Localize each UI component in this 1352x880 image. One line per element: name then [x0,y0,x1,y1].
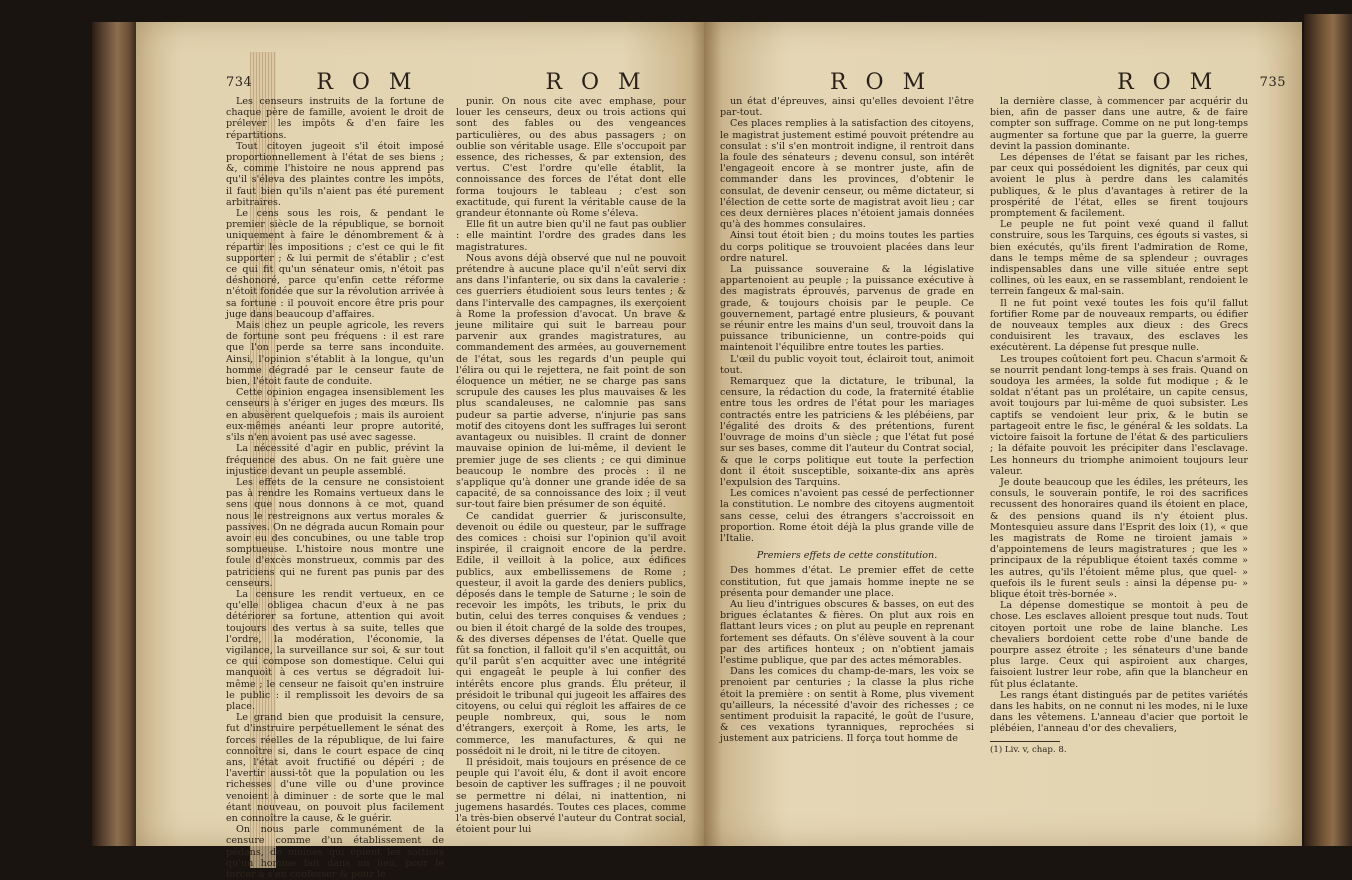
paragraph: Nous avons déjà observé que nul ne pouvoit prétendre à aucune place qu'il n'eût servi dix ans dans l'infanterie, ou six dans la cavalerie : ces guerriers étudioient sous leurs tentes ; & dans l'intervalle des campagnes, ils exerçoient à Rome la profession d'avocat. Un brave & jeune militaire qui suit le barreau pour parvenir aux grandes magistratures, au commandement des armées, au gouvernement de l'état, sous les regards d'un peuple qui l'élira ou qui le rejettera, ne fait point de son éloquence un métier, ne se charge pas sans scrupule des causes les plus mauvaises & les plus scandaleuses, ne calomnie pas sans pudeur sa partie adverse, n'injurie pas sans motif des citoyens dont les suffrages lui seront avantageux ou nuisibles. Il craint de donner mauvaise opinion de lui-même, il devient le premier juge de ses clients ; ce qui diminue beaucoup le nombre des procès : il ne s'applique qu'à donner une grande idée de sa capacité, de sa connoissance des loix ; il veut sur-tout faire bien présumer de son équité. [456,252,686,511]
right-page [704,22,1302,846]
paragraph: Elle fit un autre bien qu'il ne faut pas oublier : elle maintint l'ordre des grades dans les magistratures. [456,219,686,253]
paragraph: Les rangs étant distingués par de petites variétés dans les habits, on ne connut ni les modes, ni le luxe dans les vêtemens. L'anneau d'acier que portoit le plébéien, l'anneau d'or des chevaliers, [990,689,1248,735]
paragraph: Cette opinion engagea insensiblement les censeurs à s'ériger en juges des mœurs. Ils en abusèrent quelquefois ; mais ils auroient eux-mêmes anéanti leur propre autorité, s'ils n'en avoient pas usé avec sagesse. [226,387,444,444]
paragraph: Remarquez que la dictature, le tribunal, la censure, la rédaction du code, la fraternité établie entre tous les ordres de l'état pour les mariages contractés entre les patriciens & les plébéiens, par l'égalité des droits & des prétentions, furent l'ouvrage de moins d'un siècle ; que l'état fut posé sur ses bases, comme dit l'auteur du Contrat social, & que le corps politique eut toute la perfection dont il étoit susceptible, soixante-dix ans après l'expulsion des Tarquins. [720,376,974,488]
paragraph: Les censeurs instruits de la fortune de chaque père de famille, avoient le droit de prélever les impôts & d'en faire les répartitions. [226,96,444,141]
paragraph: Mais chez un peuple agricole, les revers de fortune sont peu fréquens : il est rare que l'on perde sa terre sans inconduite. Ainsi, l'opinion s'établit à la longue, qu'un homme dégradé par le censeur faute de bien, l'étoit faute de conduite. [226,320,444,388]
paragraph: Le cens sous les rois, & pendant le premier siècle de la république, se bornoit uniquement à faire le dénombrement & à répartir les impositions ; c'est ce qui le fit supporter ; & lui permit de s'établir ; c'est ce qui fit qu'un sénateur omis, n'étoit pas déshonoré, parce qu'enfin cette réforme n'étoit fondée que sur la révolution arrivée à sa fortune : il pouvoit encore être pris pour juge dans beaucoup d'affaires. [226,208,444,320]
footnote-rule [990,741,1060,742]
paragraph: Le grand bien que produisit la censure, fut d'instruire perpétuellement le sénat des forces réelles de la république, de lui faire connoître si, dans le court espace de cinq ans, l'état avoit fructifié ou dépéri ; de l'avertir aussi-tôt que la population ou les richesses d'une ville ou d'une province venoient à diminuer : de sorte que le mal étant nouveau, on pouvoit plus facilement en connoître la cause, & le guérir. [226,712,444,824]
paragraph: la dernière classe, à commencer par acquérir du bien, afin de passer dans une autre, & de faire compter son suffrage. Comme on ne put long-temps augmenter sa fortune que par la guerre, la guerre devint la passion dominante. [990,96,1248,152]
paragraph: Ce candidat guerrier & jurisconsulte, devenoit ou édile ou questeur, par le suffrage des comices : choisi sur l'opinion qu'il avoit inspirée, il craignoit encore de la perdre. Edile, il veilloit à la police, aux édifices publics, aux embellissemens de Rome ; questeur, il avoit la garde des deniers publics, déposés dans le temple de Saturne ; le soin de recevoir les impôts, les tributs, le prix du butin, celui des terres conquises & vendues ; ou bien il étoit chargé de la solde des troupes, & des diverses dépenses de l'état. Quelle que fût sa fonction, il falloit qu'il s'en acquittât, ou qu'il parût s'en acquitter avec une intégrité qui engageât le peuple à lui confier des intérêts encore plus grands. Élu préteur, il présidoit le tribunal qui jugeoit les affaires des citoyens, ou celui qui régloit les affaires de ce peuple nombreux, qui, sous le nom d'étrangers, exerçoit à Rome, les arts, le commerce, les manufactures, & qui ne possédoit ni le droit, ni le titre de citoyen. [456,510,686,757]
running-head: R O M [1117,69,1219,95]
paragraph: La censure les rendit vertueux, en ce qu'elle obligea chacun d'eux à ne pas détériorer sa fortune, attention qui avoit toujours des vertus à sa suite, telles que l'ordre, la modération, l'économie, la vigilance, la surveillance sur soi, & sur tout ce qui compose son domestique. Celui qui manquoit à ces vertus se dégradoit lui-même ; le censeur ne faisoit qu'en instruire le public : il remplissoit les devoirs de sa place. [226,588,444,712]
paragraph: Je doute beaucoup que les édiles, les préteurs, les consuls, le souverain pontife, le roi des sacrifices recussent des honoraires quand ils étoient en place, & des pensions quand ils n'y étoient plus. Montesquieu assure dans l'Esprit des loix (1), « que les magistrats de Rome ne tiroient jamais » d'appointemens de leurs magistratures ; que les » principaux de la république étoient taxés comme » les autres, qu'ils l'étoient même plus, que quel- » quefois ils le furent seuls : ainsi la dépense pu- » blique étoit très-bornée ». [990,476,1248,600]
paragraph: Le peuple ne fut point vexé quand il fallut construire, sous les Tarquins, ces égouts si vastes, si bien exécutés, qu'ils firent l'admiration de Rome, dans le temps même de sa splendeur ; ouvrages indispensables dans une ville située entre sept collines, où les eaux, en se rassemblant, rendoient le terrein fangeux & mal-sain. [990,219,1248,298]
paragraph: On nous parle communément de la censure comme d'un établissement de pédans, de moines qui épient les sottises qu'un homme fait dans un lieu, pour le forcer à s'en confesser & pour le [226,824,444,880]
paragraph: Ainsi tout étoit bien ; du moins toutes les parties du corps politique se trouvoient placées dans leur ordre naturel. [720,230,974,264]
book-spine [92,22,138,846]
left-page [136,22,708,880]
page-number: 734 [226,74,253,90]
paragraph: Au lieu d'intrigues obscures & basses, on eut des brigues éclatantes & fières. On plut aux rois en flattant leurs vices ; on plut au peuple en reprenant fortement ses défauts. On s'élève souvent à la cour par des artifices honteux ; on n'obtient jamais l'estime publique, que par des actes mémorables. [720,598,974,666]
text-column-1 [226,96,444,880]
paragraph: Les comices n'avoient pas cessé de perfectionner la constitution. Le nombre des citoyens augmentoit sans cesse, celui des étrangers s'accroissoit en proportion. Rome étoit déjà la plus grande ville de l'Italie. [720,488,974,544]
paragraph: L'œil du public voyoit tout, éclairoit tout, animoit tout. [720,353,974,376]
paragraph: Tout citoyen jugeoit s'il étoit imposé proportionnellement à l'état de ses biens ; &, comme l'histoire ne nous apprend pas qu'il s'éleva des plaintes contre les impôts, il faut bien qu'ils n'aient pas été purement arbitraires. [226,140,444,208]
paragraph: La dépense domestique se montoit à peu de chose. Les esclaves alloient presque tout nuds. Tout citoyen portoit une robe de laine blanche. Les chevaliers bordoient cette robe d'une bande de pourpre assez étroite ; les sénateurs d'une bande plus large. Ceux qui aspiroient aux charges, faisoient lustrer leur robe, afin que la blancheur en fût plus éclatante. [990,600,1248,690]
paragraph: Il ne fut point vexé toutes les fois qu'il fallut fortifier Rome par de nouveaux remparts, ou édifier de nouveaux temples aux dieux : des Grecs conduisirent les travaux, des esclaves les exécutèrent. La dépense fut presque nulle. [990,297,1248,354]
text-column-1 [720,96,974,828]
paragraph: Dans les comices du champ-de-mars, les voix se prenoient par centuries ; la classe la plus riche étoit la première : on sentit à Rome, plus vivement qu'ailleurs, la nécessité d'avoir des richesses ; ce sentiment produisit la rapacité, le goût de l'usure, & ces vexations tyranniques, reprochées si justement aux patriciens. Il força tout homme de [720,666,974,745]
paragraph: La nécessité d'agir en public, prévint la fréquence des abus. On ne fait guère une injustice devant un peuple assemblé. [226,443,444,477]
paragraph: Des hommes d'état. Le premier effet de cette constitution, fut que jamais homme inepte ne se présenta pour demander une place. [720,565,974,599]
running-head: R O M [316,69,418,95]
paragraph: Les troupes coûtoient fort peu. Chacun s'armoit & se nourrit pendant long-temps à ses frais. Quand on soudoya les armées, la solde fut modique ; & le soldat n'étant pas un prolétaire, un capite census, avoit toujours par lui-même de quoi subsister. Les captifs se vendoient leur prix, & le butin se partageoit entre le fisc, le général & les soldats. La victoire faisoit la fortune de l'état & des particuliers ; la défaite pouvoit les précipiter dans l'esclavage. Les honneurs du triomphe animoient toujours leur valeur. [990,353,1248,477]
footnote: (1) Liv. v, chap. 8. [990,744,1067,755]
text-column-2 [456,96,686,836]
paragraph: punir. On nous cite avec emphase, pour louer les censeurs, deux ou trois actions qui sont des fables ou des vengeances particulières, ou des abus passagers ; on oublie son véritable usage. Elle s'occupoit par essence, des richesses, & par extension, des vertus. C'est l'ordre qu'elle établit, la connoissance des forces de l'état dont elle forma toujours le tableau ; c'est son exactitude, qui furent la véritable cause de la grandeur étonnante où Rome s'éleva. [456,96,686,220]
paragraph: un état d'épreuves, ainsi qu'elles devoient l'être par-tout. [720,96,974,119]
paragraph: Ces places remplies à la satisfaction des citoyens, le magistrat justement estimé pouvoit prétendre au consulat : s'il s'en montroit indigne, il rentroit dans la foule des sénateurs ; devenu consul, son intérêt l'engageoit encore à se montrer juste, afin de commander dans les provinces, d'obtenir le consulat, de devenir censeur, ou même dictateur, si l'élection de cette sorte de magistrat avoit lieu ; car ces deux dernières places n'étoient jamais données qu'à des hommes consulaires. [720,118,974,231]
book-cover-edge [1304,14,1352,846]
running-head: R O M [545,69,647,95]
paragraph: La puissance souveraine & la législative appartenoient au peuple ; la puissance exécutive à des magistrats éprouvés, parvenus de grade en grade, & toujours choisis par le peuple. Ce gouvernement, partagé entre plusieurs, & pouvant se réunir entre les mains d'un seul, trouvoit dans la puissance tribunicienne, un contre-poids qui maintenoit l'équilibre entre toutes les parties. [720,264,974,354]
page-number: 735 [1259,74,1286,90]
paragraph: Il présidoit, mais toujours en présence de ce peuple qui l'avoit élu, & dont il avoit encore besoin de captiver les suffrages ; il ne pouvoit se permettre ni délai, ni inattention, ni jugemens hasardés. Toutes ces places, comme l'a très-bien observé l'auteur du Contrat social, étoient pour lui [456,756,686,836]
paragraph: Les dépenses de l'état se faisant par les riches, par ceux qui possédoient les dignités, par ceux qui avoient le plus à perdre dans les calamités publiques, & le plus d'avantages à retirer de la prospérité de l'état, elles se firent toujours promptement & facilement. [990,152,1248,220]
paragraph: Les effets de la censure ne consistoient pas à rendre les Romains vertueux dans le sens que nous donnons à ce mot, quand nous le restreignons aux vertus morales & passives. On ne dégrada aucun Romain pour avoir eu des concubines, ou une table trop somptueuse. L'histoire nous montre une foule d'excès monstrueux, commis par des patriciens qui ne furent pas punis par des censeurs. [226,476,444,589]
running-head: R O M [830,69,932,95]
section-heading: Premiers effets de cette constitution. [756,550,938,562]
text-column-2 [990,96,1248,828]
